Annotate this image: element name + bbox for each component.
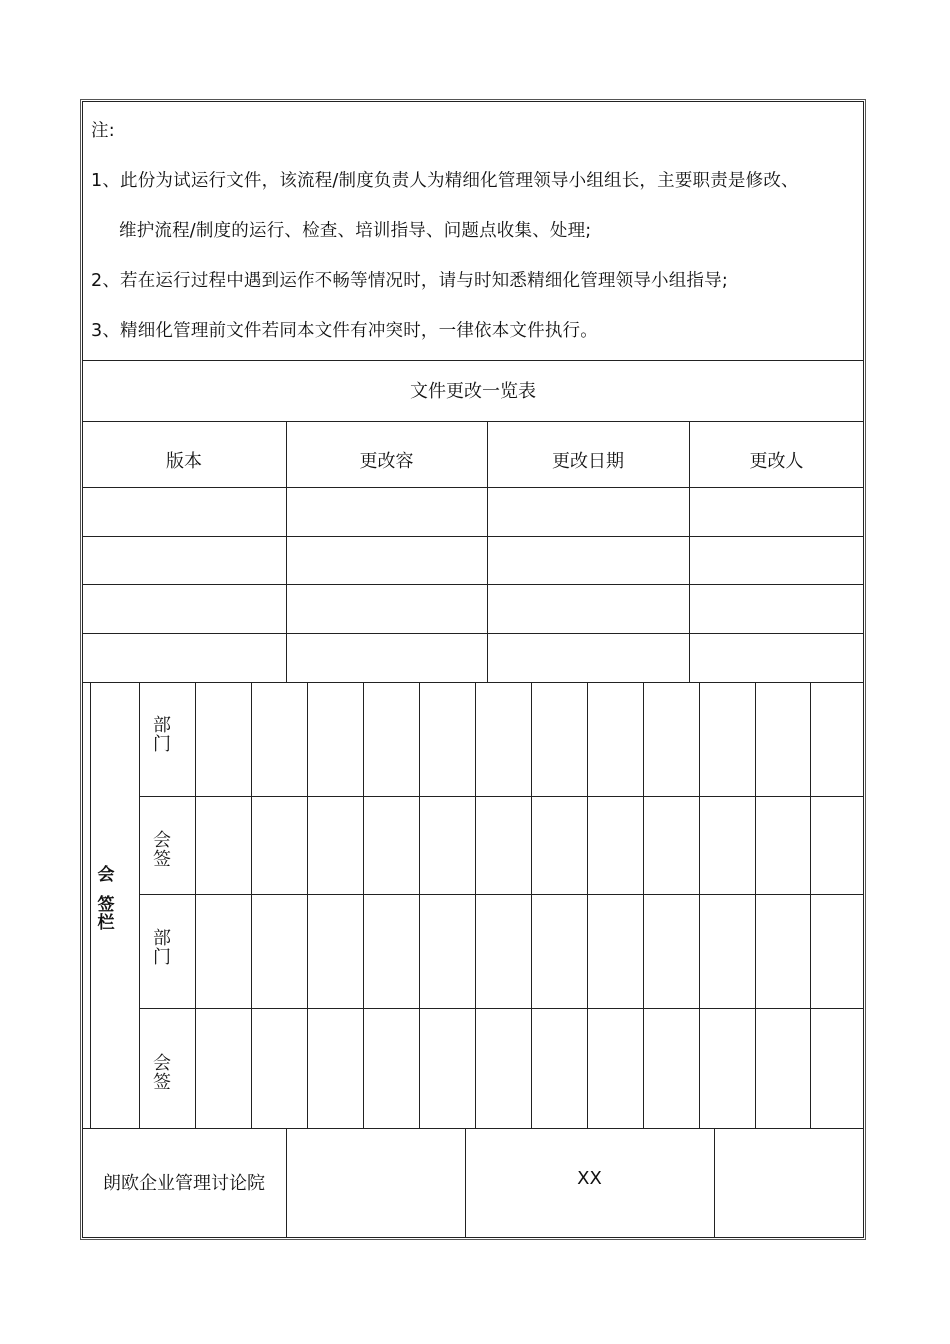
grid-column-divider bbox=[643, 682, 644, 1129]
grid-column-divider bbox=[195, 682, 196, 1129]
change-log-title: 文件更改一览表 bbox=[410, 381, 536, 402]
notes-heading: 注: bbox=[91, 121, 115, 141]
grid-column-divider bbox=[475, 682, 476, 1129]
column-divider bbox=[286, 421, 287, 682]
note-item-1-continued: 维护流程/制度的运行、检查、培训指导、问题点收集、处理; bbox=[119, 221, 592, 241]
row-label-countersign: 会 签 bbox=[153, 830, 171, 870]
column-header-date: 更改日期 bbox=[552, 451, 624, 472]
organization-name: 朗欧企业管理讨论院 bbox=[103, 1173, 265, 1194]
grid-column-divider bbox=[587, 682, 588, 1129]
note-item-1: 1、此份为试运行文件，该流程/制度负责人为精细化管理领导小组组长，主要职责是修改、 bbox=[91, 171, 799, 191]
grid-column-divider bbox=[810, 682, 811, 1129]
table-row bbox=[82, 584, 864, 585]
grid-column-divider bbox=[307, 682, 308, 1129]
divider bbox=[82, 1128, 864, 1129]
countersign-section-label: 会 签 栏 bbox=[97, 865, 115, 933]
column-divider bbox=[689, 421, 690, 682]
footer-cell-code: XX bbox=[577, 1168, 602, 1189]
column-header-version: 版本 bbox=[166, 451, 202, 472]
table-row bbox=[82, 633, 864, 634]
table-row bbox=[82, 682, 864, 683]
note-item-2: 2、若在运行过程中遇到运作不畅等情况时，请与时知悉精细化管理领导小组指导; bbox=[91, 271, 728, 291]
grid-column-divider bbox=[251, 682, 252, 1129]
row-label-countersign: 会 签 bbox=[153, 1053, 171, 1093]
grid-column-divider bbox=[755, 682, 756, 1129]
divider bbox=[82, 360, 864, 361]
grid-column-divider bbox=[699, 682, 700, 1129]
column-header-person: 更改人 bbox=[749, 451, 804, 472]
table-row-divider bbox=[82, 487, 864, 488]
column-divider bbox=[286, 1128, 287, 1238]
column-divider bbox=[487, 421, 488, 682]
row-label-department: 部 门 bbox=[153, 928, 171, 968]
grid-column-divider bbox=[419, 682, 420, 1129]
row-label-department: 部 门 bbox=[153, 715, 171, 755]
table-row bbox=[82, 536, 864, 537]
divider bbox=[82, 421, 864, 422]
column-header-content: 更改容 bbox=[359, 451, 414, 472]
label-column-divider bbox=[139, 682, 140, 1129]
column-divider bbox=[465, 1128, 466, 1238]
column-divider bbox=[714, 1128, 715, 1238]
note-item-3: 3、精细化管理前文件若同本文件有冲突时，一律依本文件执行。 bbox=[91, 321, 598, 341]
section-left-border bbox=[90, 682, 91, 1129]
grid-column-divider bbox=[531, 682, 532, 1129]
grid-column-divider bbox=[363, 682, 364, 1129]
